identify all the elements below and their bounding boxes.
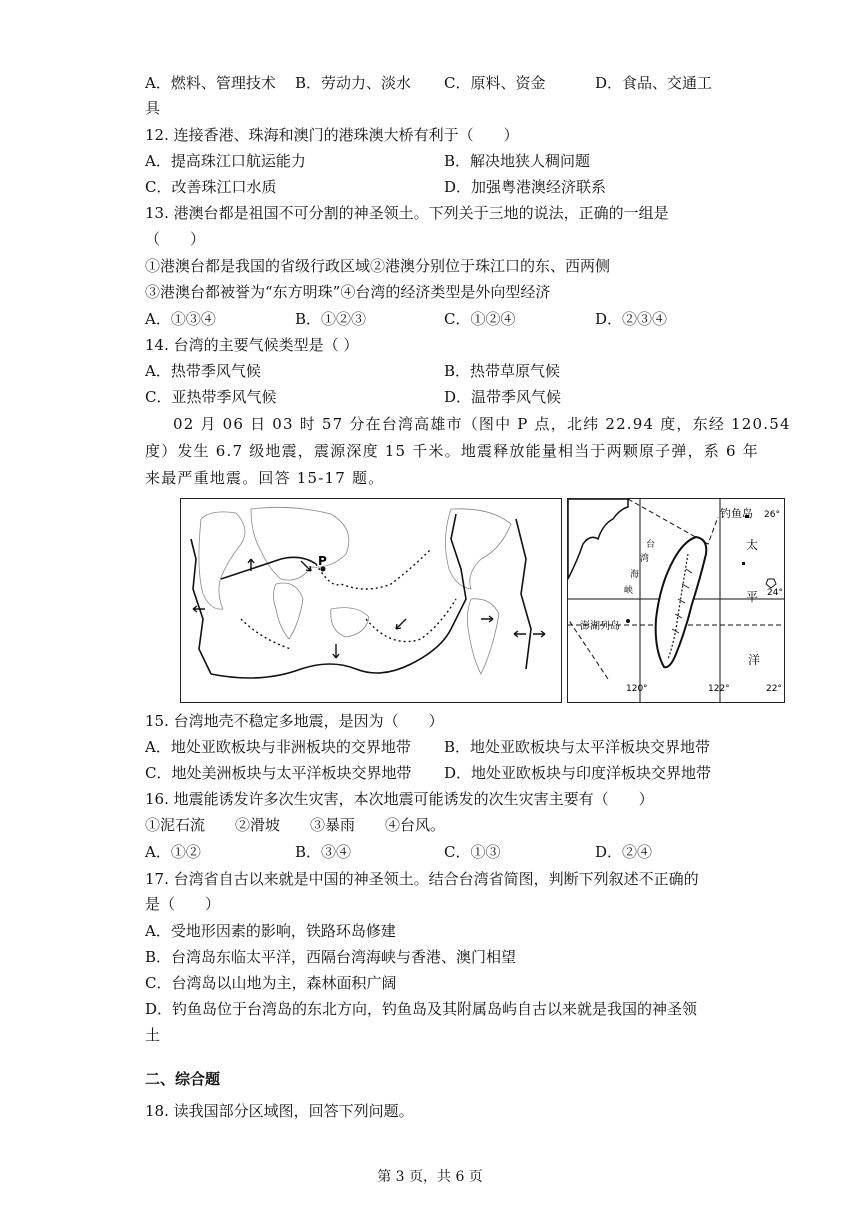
q17-option-b: B．台湾岛东临太平洋，西隔台湾海峡与香港、澳门相望 — [145, 948, 517, 966]
q17-stem: 17. 台湾省自古以来就是中国的神圣领土。结合台湾省简图，判断下列叙述不正确的 — [145, 870, 699, 888]
lon122-label: 122° — [708, 684, 730, 694]
q15-option-a: A．地处亚欧板块与非洲板块的交界地带 — [145, 738, 411, 756]
q16-option-d: D．②④ — [595, 843, 653, 861]
q13-statement-1: ①港澳台都是我国的省级行政区域②港澳分别位于珠江口的东、西两侧 — [145, 257, 611, 275]
q12-stem: 12. 连接香港、珠海和澳门的港珠澳大桥有利于（ ） — [145, 126, 519, 144]
south-america-outline — [467, 599, 499, 674]
plate-boundary-south-pacific — [211, 514, 466, 678]
q11-option-c: C．原料、资金 — [444, 74, 546, 92]
plate-boundary-dotted-3 — [241, 619, 291, 649]
q15-option-d: D．地处亚欧板块与印度洋板块交界地带 — [444, 764, 712, 782]
strait-label-2: 湾 — [640, 554, 650, 564]
section-title: 二、综合题 — [145, 1070, 221, 1088]
strait-label-1: 台 — [646, 540, 656, 550]
strait-label-3: 海 — [630, 570, 640, 580]
page-footer: 第 3 页，共 6 页 — [377, 1169, 483, 1185]
plate-arrow-3 — [301, 561, 311, 571]
strait-label-4: 峡 — [624, 586, 634, 596]
plate-arrow-7 — [514, 631, 526, 637]
passage-line-1: 02 月 06 日 03 时 57 分在台湾高雄市（图中 P 点，北纬 22.94 度，东经 120.54 — [173, 415, 791, 433]
lat24-label: 24° — [767, 588, 783, 598]
taiwan-map — [567, 498, 785, 703]
q17-option-d: D．钓鱼岛位于台湾岛的东北方向，钓鱼岛及其附属岛屿自古以来就是我国的神圣领 — [145, 1000, 698, 1018]
q13-option-d: D．②③④ — [595, 310, 668, 328]
q15-stem: 15. 台湾地壳不稳定多地震，是因为（ ） — [145, 712, 444, 730]
q12-option-b: B．解决地狭人稠问题 — [444, 152, 591, 170]
q11-option-d: D．食品、交通工 — [595, 74, 713, 92]
q15-option-b: B．地处亚欧板块与太平洋板块交界地带 — [444, 738, 711, 756]
plate-boundary-west — [191, 539, 211, 674]
q17-option-a: A．受地形因素的影响，铁路环岛修建 — [145, 922, 396, 940]
passage-line-3: 来最严重地震。回答 15-17 题。 — [145, 469, 385, 487]
australia-outline — [331, 608, 369, 637]
taiwan-island — [656, 537, 707, 667]
eurasia-outline — [251, 507, 349, 580]
plate-boundary-mid-atlantic — [516, 519, 531, 669]
q14-option-b: B．热带草原气候 — [444, 362, 561, 380]
plate-arrow-5 — [396, 619, 406, 629]
pacific-label-3: 洋 — [748, 653, 761, 667]
q11-option-a: A．燃料、管理技术 — [145, 74, 276, 92]
small-island — [742, 562, 745, 565]
q12-option-c: C．改善珠江口水质 — [145, 178, 277, 196]
p-point-label: P — [318, 554, 327, 568]
pacific-label-2: 平 — [746, 590, 759, 604]
q17-option-c: C．台湾岛以山地为主，森林面积广阔 — [145, 974, 397, 992]
q12-option-a: A．提高珠江口航运能力 — [145, 152, 306, 170]
q16-option-a: A．①② — [145, 843, 201, 861]
q15-option-c: C．地处美洲板块与太平洋板块交界地带 — [145, 764, 412, 782]
mainland-coast — [568, 499, 628, 579]
q16-option-b: B．③④ — [295, 843, 352, 861]
diaoyu-label: 钓鱼岛 — [720, 507, 753, 520]
world-plate-map-svg — [181, 499, 561, 702]
q16-stem: 16. 地震能诱发许多次生灾害，本次地震可能诱发的次生灾害主要有（ ） — [145, 790, 654, 808]
plate-boundary-dotted-1 — [316, 549, 431, 589]
q14-option-c: C．亚热带季风气候 — [145, 388, 277, 406]
q13-option-a: A．①③④ — [145, 310, 216, 328]
q11-option-b: B．劳动力、淡水 — [295, 74, 412, 92]
q13-option-c: C．①②④ — [444, 310, 516, 328]
plate-arrow-6 — [481, 616, 493, 622]
q14-option-a: A．热带季风气候 — [145, 362, 261, 380]
q17-option-d-cont: 土 — [145, 1026, 161, 1044]
q17-stem-cont: 是（ ） — [145, 895, 221, 913]
q13-option-b: B．①②③ — [295, 310, 367, 328]
small-island-outline — [766, 579, 776, 588]
q12-option-d: D．加强粤港澳经济联系 — [444, 178, 607, 196]
q18-stem: 18. 读我国部分区域图，回答下列问题。 — [145, 1102, 414, 1120]
q13-stem-cont: （ ） — [145, 230, 206, 248]
plate-boundary-dotted-2 — [366, 599, 456, 642]
q13-statement-2: ③港澳台都被誉为“东方明珠”④台湾的经济类型是外向型经济 — [145, 283, 551, 301]
q16-option-c: C．①③ — [444, 843, 501, 861]
lat26-label: 26° — [764, 510, 780, 520]
lat22-label: 22° — [766, 684, 782, 694]
north-america-west-outline — [199, 512, 245, 609]
lon120-label: 120° — [626, 684, 648, 694]
penghu-label: 澎湖列岛 — [580, 621, 620, 632]
q16-items: ①泥石流 ②滑坡 ③暴雨 ④台风。 — [145, 816, 446, 834]
penghu-marker — [626, 619, 630, 623]
world-plate-map — [180, 498, 562, 703]
passage-line-2: 度）发生 6.7 级地震，震源深度 15 千米。地震释放能量相当于两颗原子弹，系 6 年 — [145, 442, 759, 460]
plate-arrow-4 — [333, 644, 339, 658]
q14-stem: 14. 台湾的主要气候类型是（ ） — [145, 336, 359, 354]
taiwan-map-svg — [568, 499, 784, 702]
q11-option-d-cont: 具 — [145, 99, 161, 117]
africa-outline — [274, 583, 304, 639]
q13-stem: 13. 港澳台都是祖国不可分割的神圣领土。下列关于三地的说法，正确的一组是 — [145, 204, 669, 222]
q14-option-d: D．温带季风气候 — [444, 388, 562, 406]
plate-boundary-eurasia — [221, 557, 316, 579]
pacific-label-1: 太 — [746, 538, 759, 552]
plate-arrow-8 — [533, 631, 545, 637]
